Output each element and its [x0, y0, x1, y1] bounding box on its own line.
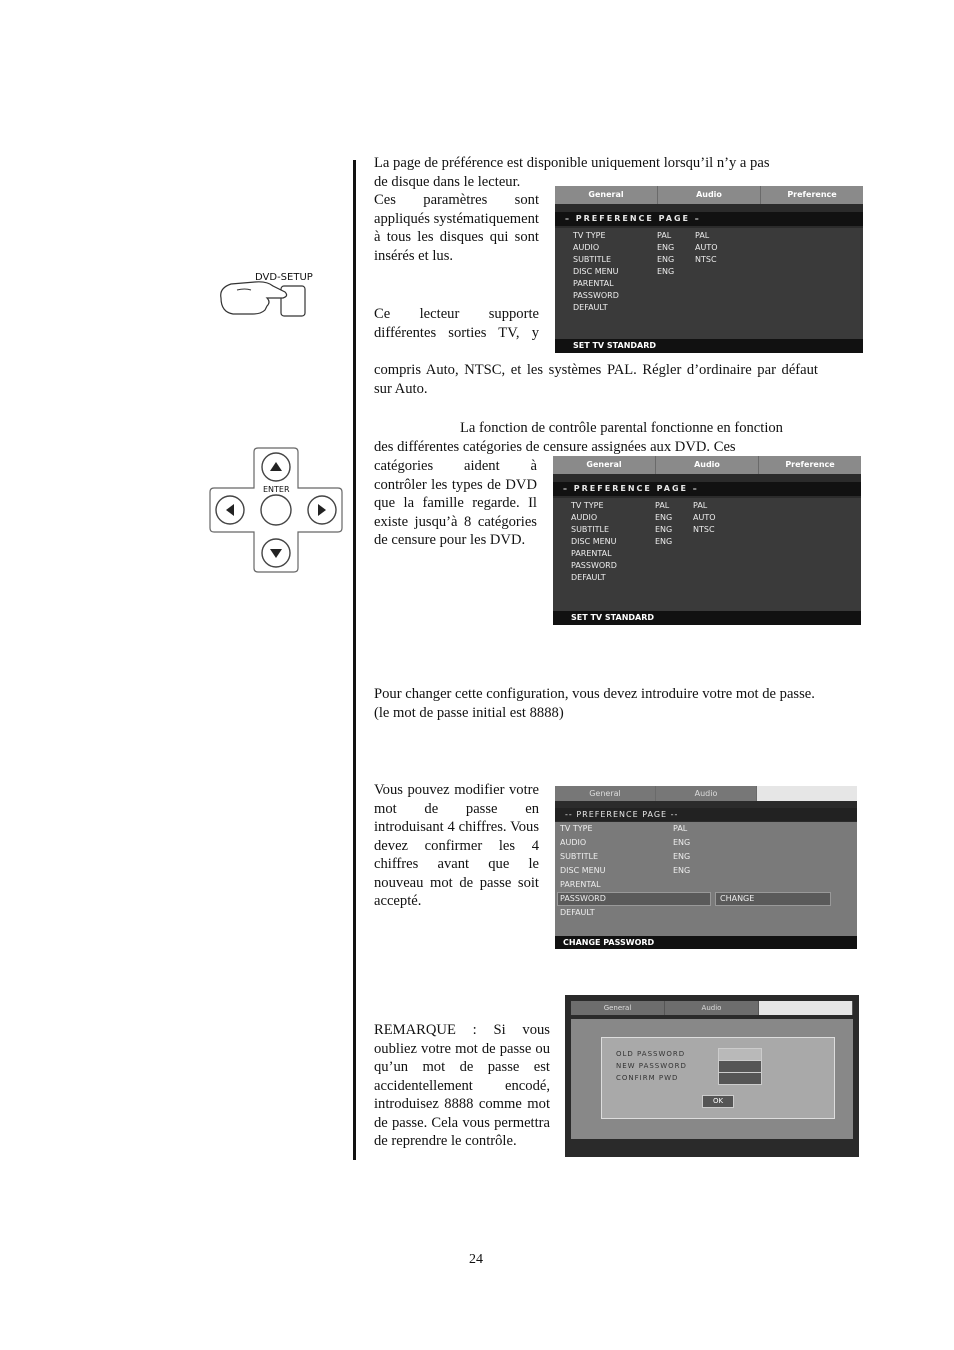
tab-audio: Audio [656, 456, 759, 474]
row-value: ENG [673, 838, 691, 847]
row-value: ENG [657, 255, 675, 264]
row-option: NTSC [695, 255, 717, 264]
password-dialog-screenshot [565, 995, 859, 1157]
menu-footer: SET TV STANDARD [553, 611, 861, 625]
menu-footer: CHANGE PASSWORD [555, 936, 857, 949]
confirm-password-label: CONFIRM PWD [616, 1074, 679, 1082]
parental-text-body: catégories aident à contrôler les types de DVD que la famille regarde. Il existe jusqu’à 8 catégories de censure pour les DVD. [374, 458, 537, 548]
row-label: TV TYPE [560, 824, 593, 833]
tab-audio: Audio [665, 1001, 759, 1015]
dvd-setup-hand-icon [215, 268, 325, 324]
margin-rule [353, 160, 356, 1160]
row-label: AUDIO [573, 243, 600, 252]
preference-menu-screenshot-2 [553, 456, 861, 625]
tab-preference: Preference [785, 460, 835, 469]
change-password-text: Vous pouvez modifier votre mot de passe en introduisant 4 chiffres. Vous devez confirmer les 4 chiffres avant que le nouveau mot de passe soit accepté. [374, 782, 539, 909]
row-option: AUTO [695, 243, 718, 252]
row-label: AUDIO [571, 513, 598, 522]
row-label: DISC MENU [560, 866, 606, 875]
row-label: DEFAULT [573, 303, 608, 312]
tab-general: General [555, 786, 656, 801]
row-option: PAL [693, 501, 708, 510]
row-label: TV TYPE [573, 231, 606, 240]
menu-header: -- PREFERENCE PAGE -- [555, 808, 857, 821]
menu-header: – PREFERENCE PAGE – [553, 482, 861, 496]
row-value: ENG [655, 513, 673, 522]
enter-label: ENTER [263, 485, 290, 494]
row-label: DEFAULT [560, 908, 595, 917]
menu-header: – PREFERENCE PAGE – [555, 212, 863, 226]
row-label: DISC MENU [573, 267, 619, 276]
pref-intro-line: La page de préférence est disponible uniquement lorsqu’il n’y a pas [374, 155, 770, 171]
tab-audio: Audio [658, 186, 761, 204]
row-value: ENG [657, 267, 675, 276]
tab-general: General [571, 1001, 665, 1015]
row-label: AUDIO [560, 838, 587, 847]
row-value: ENG [657, 243, 675, 252]
page-number: 24 [469, 1252, 483, 1267]
remark-text: REMARQUE : Si vous oubliez votre mot de passe ou qu’un mot de passe est accidentellement encodé, introduisez 8888 comme mot de passe. Cela vous permettra de reprendre le contrôle. [374, 1022, 550, 1149]
old-password-label: OLD PASSWORD [616, 1050, 686, 1058]
row-label: PASSWORD [571, 561, 617, 570]
dvd-setup-label: DVD-SETUP [255, 272, 313, 283]
ok-button: OK [702, 1095, 734, 1108]
row-label: DEFAULT [571, 573, 606, 582]
row-option: NTSC [693, 525, 715, 534]
menu-footer: SET TV STANDARD [555, 339, 863, 353]
row-value: PAL [655, 501, 670, 510]
new-password-label: NEW PASSWORD [616, 1062, 687, 1070]
row-label: PARENTAL [571, 549, 612, 558]
parental-text-line1: La fonction de contrôle parental fonctionne en fonction [460, 420, 783, 436]
row-label: DISC MENU [571, 537, 617, 546]
row-option: AUTO [693, 513, 716, 522]
tab-preference [759, 1001, 853, 1015]
row-label: PASSWORD [560, 894, 606, 903]
tab-general: General [553, 456, 656, 474]
preference-menu-screenshot-1 [555, 186, 863, 353]
direction-pad-icon [208, 446, 344, 574]
row-value: ENG [655, 537, 673, 546]
password-intro-text: Pour changer cette configuration, vous devez introduire votre mot de passe. (le mot de passe initial est 8888) [374, 686, 815, 721]
row-value: CHANGE [720, 894, 755, 903]
row-label: SUBTITLE [571, 525, 610, 534]
row-label: PASSWORD [573, 291, 619, 300]
row-value: ENG [655, 525, 673, 534]
tab-audio: Audio [656, 786, 757, 801]
row-label: PARENTAL [560, 880, 601, 889]
pref-intro-line2: de disque dans le lecteur. [374, 174, 521, 190]
pref-intro-body: Ces paramètres sont appliqués systématiquement à tous les disques qui sont insérés et lus. [374, 192, 539, 264]
row-option: PAL [695, 231, 710, 240]
row-label: SUBTITLE [560, 852, 599, 861]
confirm-password-field [718, 1072, 762, 1085]
password-box [601, 1037, 835, 1119]
tab-general: General [555, 186, 658, 204]
tab-preference: Preference [787, 190, 837, 199]
row-label: SUBTITLE [573, 255, 612, 264]
row-label: PARENTAL [573, 279, 614, 288]
parental-text-line2: des différentes catégories de censure assignées aux DVD. Ces [374, 439, 736, 455]
tv-type-text: Ce lecteur supporte différentes sorties TV, y [374, 306, 539, 341]
change-password-menu-screenshot [555, 786, 857, 949]
row-label: TV TYPE [571, 501, 604, 510]
row-value: ENG [673, 852, 691, 861]
tv-type-text-cont: compris Auto, NTSC, et les systèmes PAL. Régler d’ordinaire par défaut sur Auto. [374, 362, 818, 397]
row-value: ENG [673, 866, 691, 875]
row-value: PAL [673, 824, 688, 833]
tab-preference [757, 786, 857, 801]
row-value: PAL [657, 231, 672, 240]
